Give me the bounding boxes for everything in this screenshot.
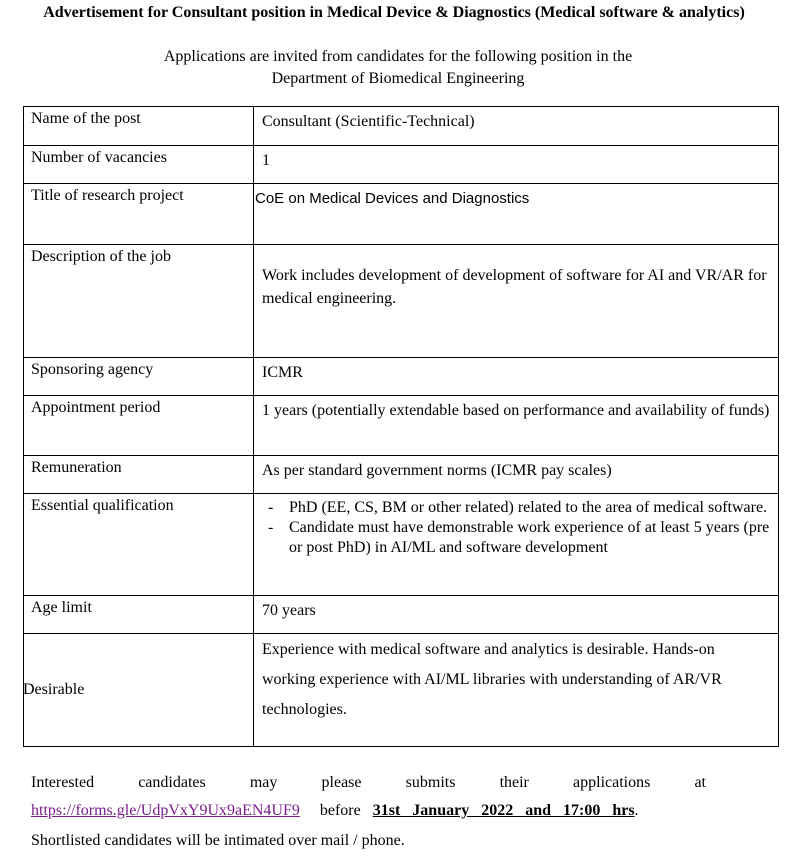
footer [31,770,706,856]
project-value: CoE on Medical Devices and Diagnostics [254,184,779,245]
desirable-label: Desirable [23,681,85,698]
position-details-table [23,106,779,747]
qualification-cell [254,494,779,596]
period-label: Appointment period [24,396,254,456]
table-row [24,494,779,596]
post-label: Name of the post [24,107,254,146]
desirable-label-cell [24,634,254,747]
description-value: Work includes development of development of software for AI and VR/AR for medical engineering. [262,267,767,307]
table-row [24,107,779,146]
footer-word: candidates [138,774,206,791]
table-row [24,396,779,456]
project-label: Title of research project [24,184,254,245]
deadline-period: . [634,802,639,819]
table-row [24,358,779,396]
agency-label: Sponsoring agency [24,358,254,396]
footer-line-2 [31,796,706,826]
qualification-item: - Candidate must have demonstrable work experience of at least 5 years (pre or post PhD) in AI/ML and software development [262,518,772,558]
footer-word: may [249,774,278,791]
remuneration-value: As per standard government norms (ICMR pay scales) [254,456,779,494]
footer-word: applications [573,774,651,791]
intro-line-1: Applications are invited from candidates for the following position in the [163,48,633,65]
post-value: Consultant (Scientific-Technical) [254,107,779,146]
footer-word: Interested [31,774,95,791]
description-cell [254,245,779,358]
table-row [24,634,779,747]
description-label: Description of the job [24,245,254,358]
age-label: Age limit [24,596,254,634]
footer-line-1 [31,770,706,796]
footer-note: Shortlisted candidates will be intimated over mail / phone. [31,832,405,849]
application-form-link[interactable]: https://forms.gle/UdpVxY9Ux9aEN4UF9 [31,802,300,819]
table-row [24,596,779,634]
footer-word: please [321,774,362,791]
table-row [24,146,779,184]
before-text: before [319,802,361,819]
agency-value: ICMR [254,358,779,396]
intro-line-2: Department of Biomedical Engineering [271,70,525,87]
qualification-list [262,498,772,558]
remuneration-label: Remuneration [24,456,254,494]
period-value: 1 years (potentially extendable based on performance and availability of funds) [254,396,779,456]
footer-word: submits [405,774,456,791]
vacancies-label: Number of vacancies [24,146,254,184]
qualification-item: - PhD (EE, CS, BM or other related) related to the area of medical software. [262,498,772,518]
page-title: Advertisement for Consultant position in Medical Device & Diagnostics (Medical software & analytics) [43,4,745,21]
table-row [24,456,779,494]
desirable-value: Experience with medical software and analytics is desirable. Hands-on working experience with AI/ML libraries with understanding of AR/VR technologies. [254,634,779,747]
footer-word: their [499,774,529,791]
table-row [24,184,779,245]
intro-text [0,46,788,90]
deadline-text: 31st January 2022 and 17:00 hrs [372,802,635,819]
table-row [24,245,779,358]
qualification-label: Essential qualification [24,494,254,596]
vacancies-value: 1 [254,146,779,184]
age-value: 70 years [254,596,779,634]
footer-word: at [694,774,706,791]
